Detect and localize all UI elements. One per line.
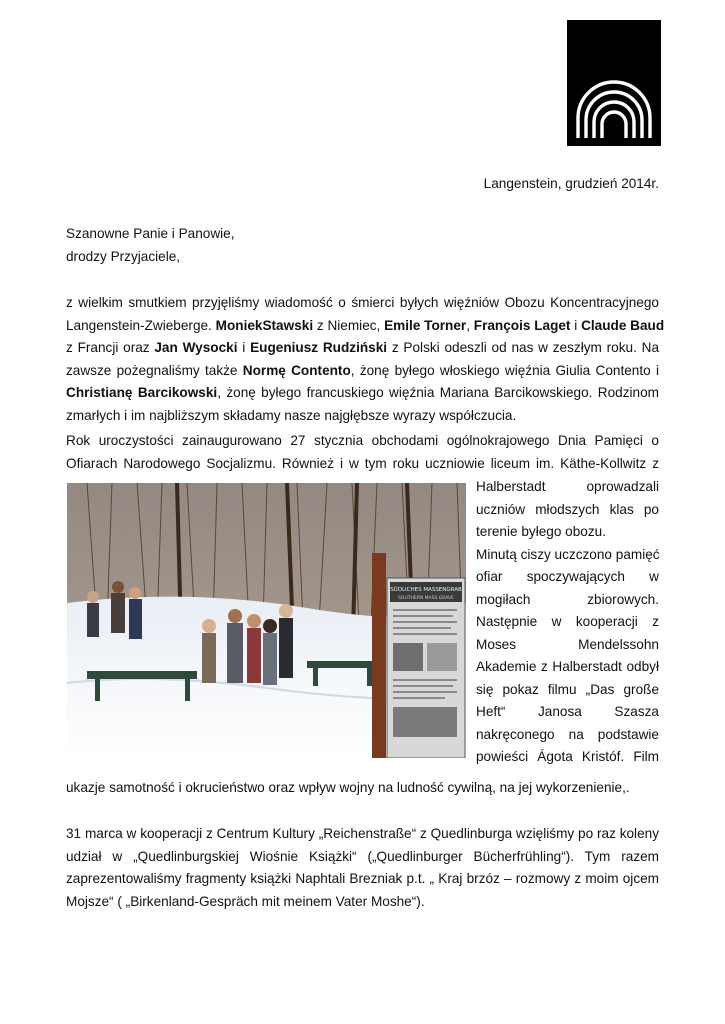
paragraph-book-fair [66,823,659,913]
name-bold: Normę Contento [242,362,351,378]
memorial-snow-photo [67,483,466,758]
text-line: Mojsze“ ( „Birkenland-Gespräch mit meinem Vater Moshe“). [66,893,425,909]
paragraph-condolences [66,292,665,427]
sign-title: SÜDLICHES MASSENGRAB [390,587,462,593]
name-bold: MoniekStawski [215,317,314,333]
text-line: zmarłych i im najbliższym składamy nasze najgłębsze wyrazy współczucia. [66,407,517,423]
text-line: Halberstadt oprowadzali [476,479,659,494]
name-bold: Claude Baud [581,317,665,333]
text-line: 31 marca w kooperacji z Centrum Kultury „Reichenstraße“ z Quedlinburga wzięliśmy po raz koleny [66,826,659,841]
name-bold: Eugeniusz Rudziński [250,340,388,355]
name-bold: Jan Wysocki [154,340,238,355]
photo-side-text [476,476,659,769]
text-line: powieści Ágota Kristóf. Film [476,749,659,764]
text-line: zawsze pożegnaliśmy także Normę Contento, żonę byłego włoskiego więźnia Giulia Contento i [66,362,659,378]
paragraph-ceremony-end [66,777,659,800]
name-bold: Emile Torner [384,317,467,333]
salutation-line-2: drodzy Przyjaciele, [66,249,181,264]
text-line: się pokaz filmu „Das große [476,681,659,697]
text-line: Christianę Barcikowski, żonę byłego francuskiego więźnia Mariana Barcikowskiego. Rodzinom [66,385,660,400]
salutation-line-1: Szanowne Panie i Panowie, [66,226,235,241]
text-line: nakręconego na podstawie [476,726,659,742]
text-line: ofiar spoczywających w [476,569,659,584]
text-line: Rok uroczystości zainaugurowano 27 stycznia obchodami ogólnokrajowego Dnia Pamięci o [66,433,659,448]
text-line: zaprezentowaliśmy fragmenty książki Naphtali Brezniak p.t. „ Kraj brzóz – rozmowy z moim ojcem [66,871,659,886]
text-line: Langenstein-Zwieberge. MoniekStawski z Niemiec, Emile Torner, François Laget i Claude Baud [66,317,665,333]
photo-illustration [67,483,466,758]
paragraph-ceremony [66,430,659,475]
arch-tunnel-logo [567,20,661,146]
text-line: Akademie z Halberstadt odbył [476,659,659,674]
arch-icon [567,20,661,146]
text-line: mogiłach zbiorowych. [476,591,659,607]
text-line: uczniów młodszych klas po [476,501,659,517]
name-bold: François Laget [473,317,571,333]
text-line: udział w „Quedlinburgskiej Wiośnie Książki“ („Quedlinburger Bücherfrühling“). Tym razem [66,848,659,864]
text-line: Moses Mendelssohn [476,636,659,652]
text-line: ukazje samotność i okrucieństwo oraz wpływ wojny na ludność cywilną, na jej wykorzenienie,. [66,780,630,795]
text-line: Minutą ciszy uczczono pamięć [476,546,660,562]
text-line: terenie byłego obozu. [476,524,606,539]
text-line: z Francji oraz Jan Wysocki i Eugeniusz Rudziński z Polski odeszli od nas w zeszłym roku. Na [66,340,659,355]
date-line: Langenstein, grudzień 2014r. [483,176,659,191]
text-line: Ofiarach Narodowego Socjalizmu. Również i w tym roku uczniowie liceum im. Käthe-Kollwitz z [66,455,659,471]
text-line: Następnie w kooperacji z [476,614,659,629]
sign-subtitle: SOUTHERN MASS GRAVE [398,596,454,601]
name-bold: Christianę Barcikowski [66,385,218,400]
text-line: Heft“ Janosa Szasza [476,704,659,719]
text-line: z wielkim smutkiem przyjęliśmy wiadomość o śmierci byłych więźniów Obozu Koncentracyjnego [66,295,659,310]
